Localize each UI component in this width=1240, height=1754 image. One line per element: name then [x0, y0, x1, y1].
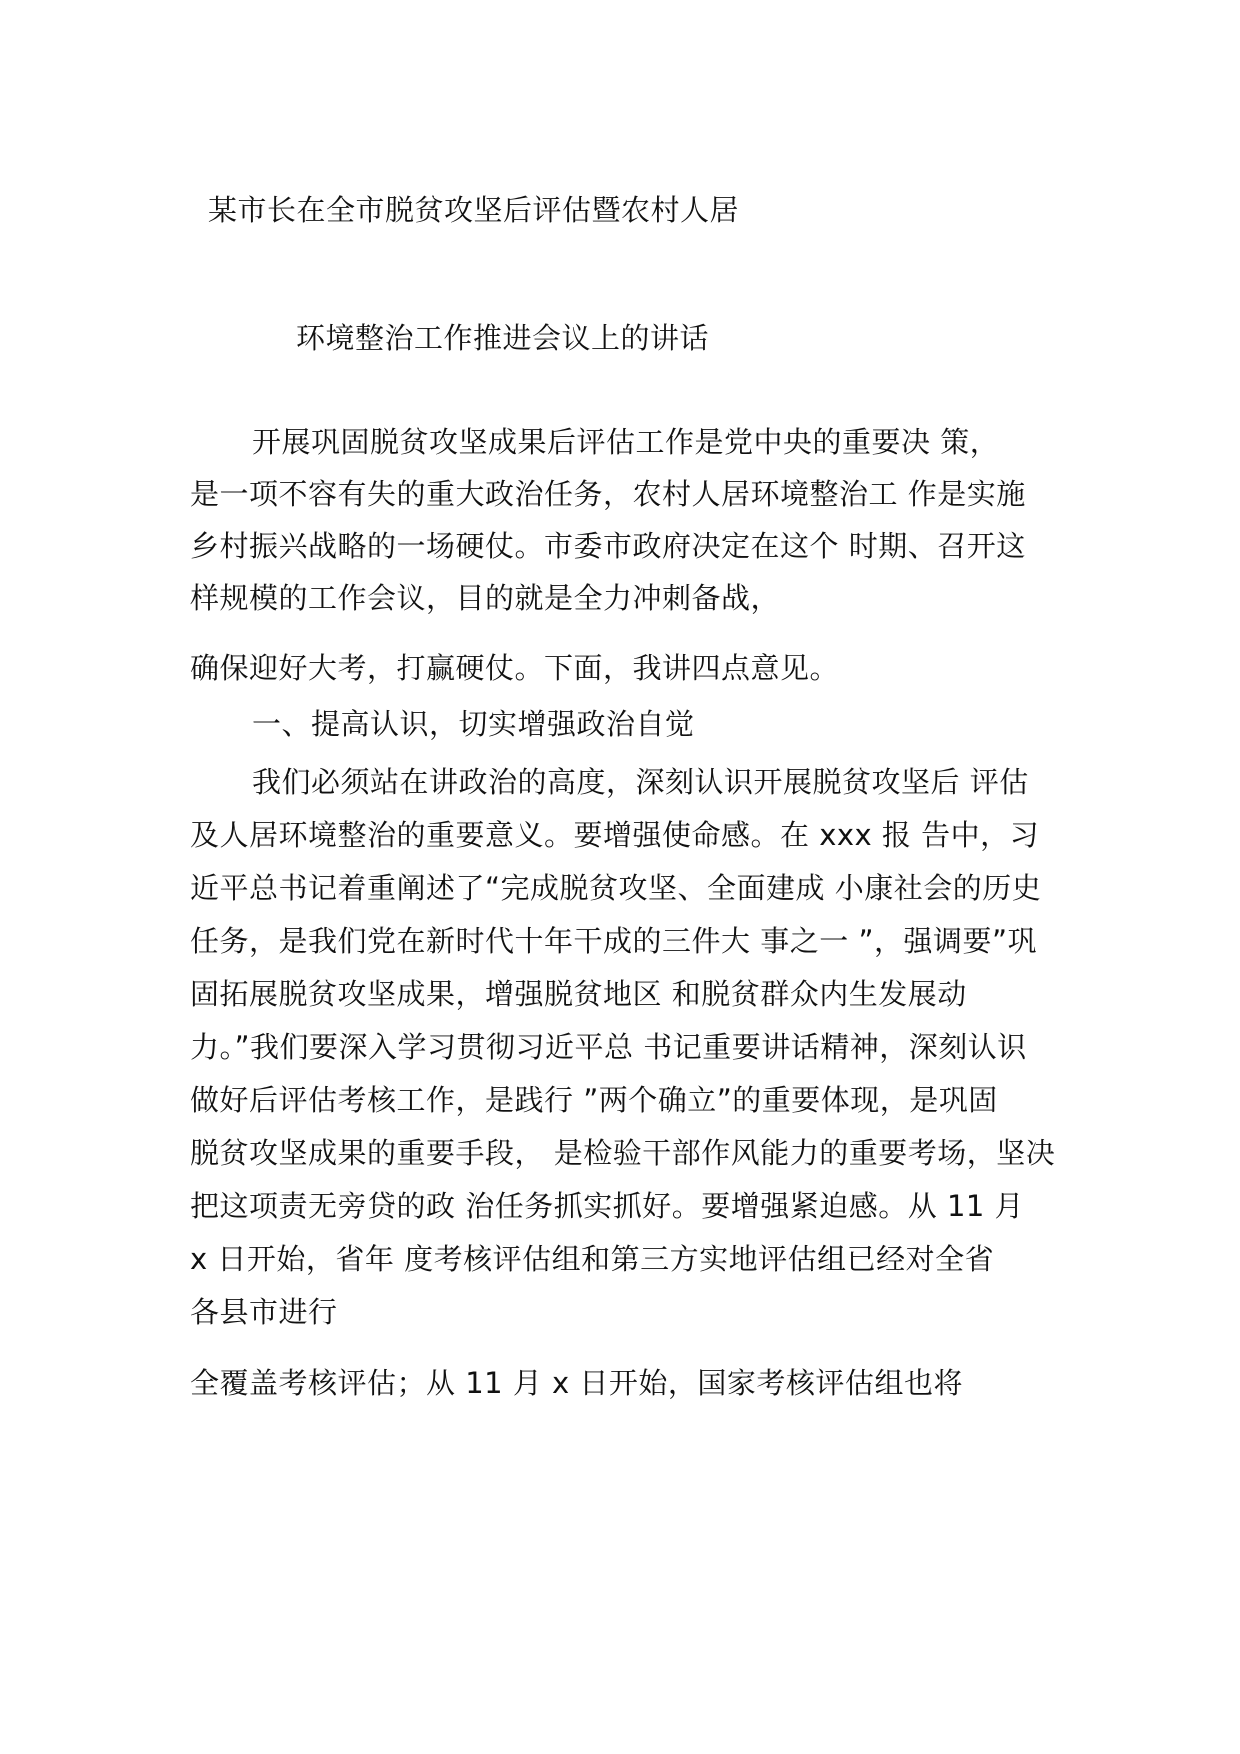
title-line-2: 环境整治工作推进会议上的讲话	[296, 321, 710, 355]
body-line: 样规模的工作会议，目的就是全力冲刺备战，	[190, 581, 781, 615]
body-line: 力。”我们要深入学习贯彻习近平总 书记重要讲话精神，深刻认识	[190, 1030, 1027, 1064]
body-line: 及人居环境整治的重要意义。要增强使命感。在 xxx 报 告中，习	[190, 818, 1040, 852]
body-line: 做好后评估考核工作，是践行 ”两个确立”的重要体现，是巩固	[190, 1083, 998, 1117]
body-line: 我们必须站在讲政治的高度，深刻认识开展脱贫攻坚后 评估	[252, 765, 1029, 799]
body-line: 开展巩固脱贫攻坚成果后评估工作是党中央的重要决 策，	[252, 425, 1000, 459]
body-line: 全覆盖考核评估；从 11 月 x 日开始，国家考核评估组也将	[190, 1366, 963, 1400]
title-line-1: 某市长在全市脱贫攻坚后评估暨农村人居	[208, 193, 740, 227]
body-line: 任务，是我们党在新时代十年干成的三件大 事之一 ”，强调要”巩	[190, 924, 1037, 958]
body-line: 乡村振兴战略的一场硬仗。市委市政府决定在这个 时期、召开这	[190, 529, 1026, 563]
body-line: x 日开始，省年 度考核评估组和第三方实地评估组已经对全省	[190, 1242, 995, 1276]
body-line: 脱贫攻坚成果的重要手段， 是检验干部作风能力的重要考场，坚决	[190, 1136, 1056, 1170]
body-line: 把这项责无旁贷的政 治任务抓实抓好。要增强紧迫感。从 11 月	[190, 1189, 1025, 1223]
body-line: 确保迎好大考，打赢硬仗。下面，我讲四点意见。	[190, 651, 840, 685]
body-line: 近平总书记着重阐述了“完成脱贫攻坚、全面建成 小康社会的历史	[190, 871, 1042, 905]
body-line: 固拓展脱贫攻坚成果，增强脱贫地区 和脱贫群众内生发展动	[190, 977, 967, 1011]
body-line: 各县市进行	[190, 1295, 338, 1329]
section-heading: 一、提高认识，切实增强政治自觉	[252, 707, 695, 741]
body-line: 是一项不容有失的重大政治任务，农村人居环境整治工 作是实施	[190, 477, 1026, 511]
